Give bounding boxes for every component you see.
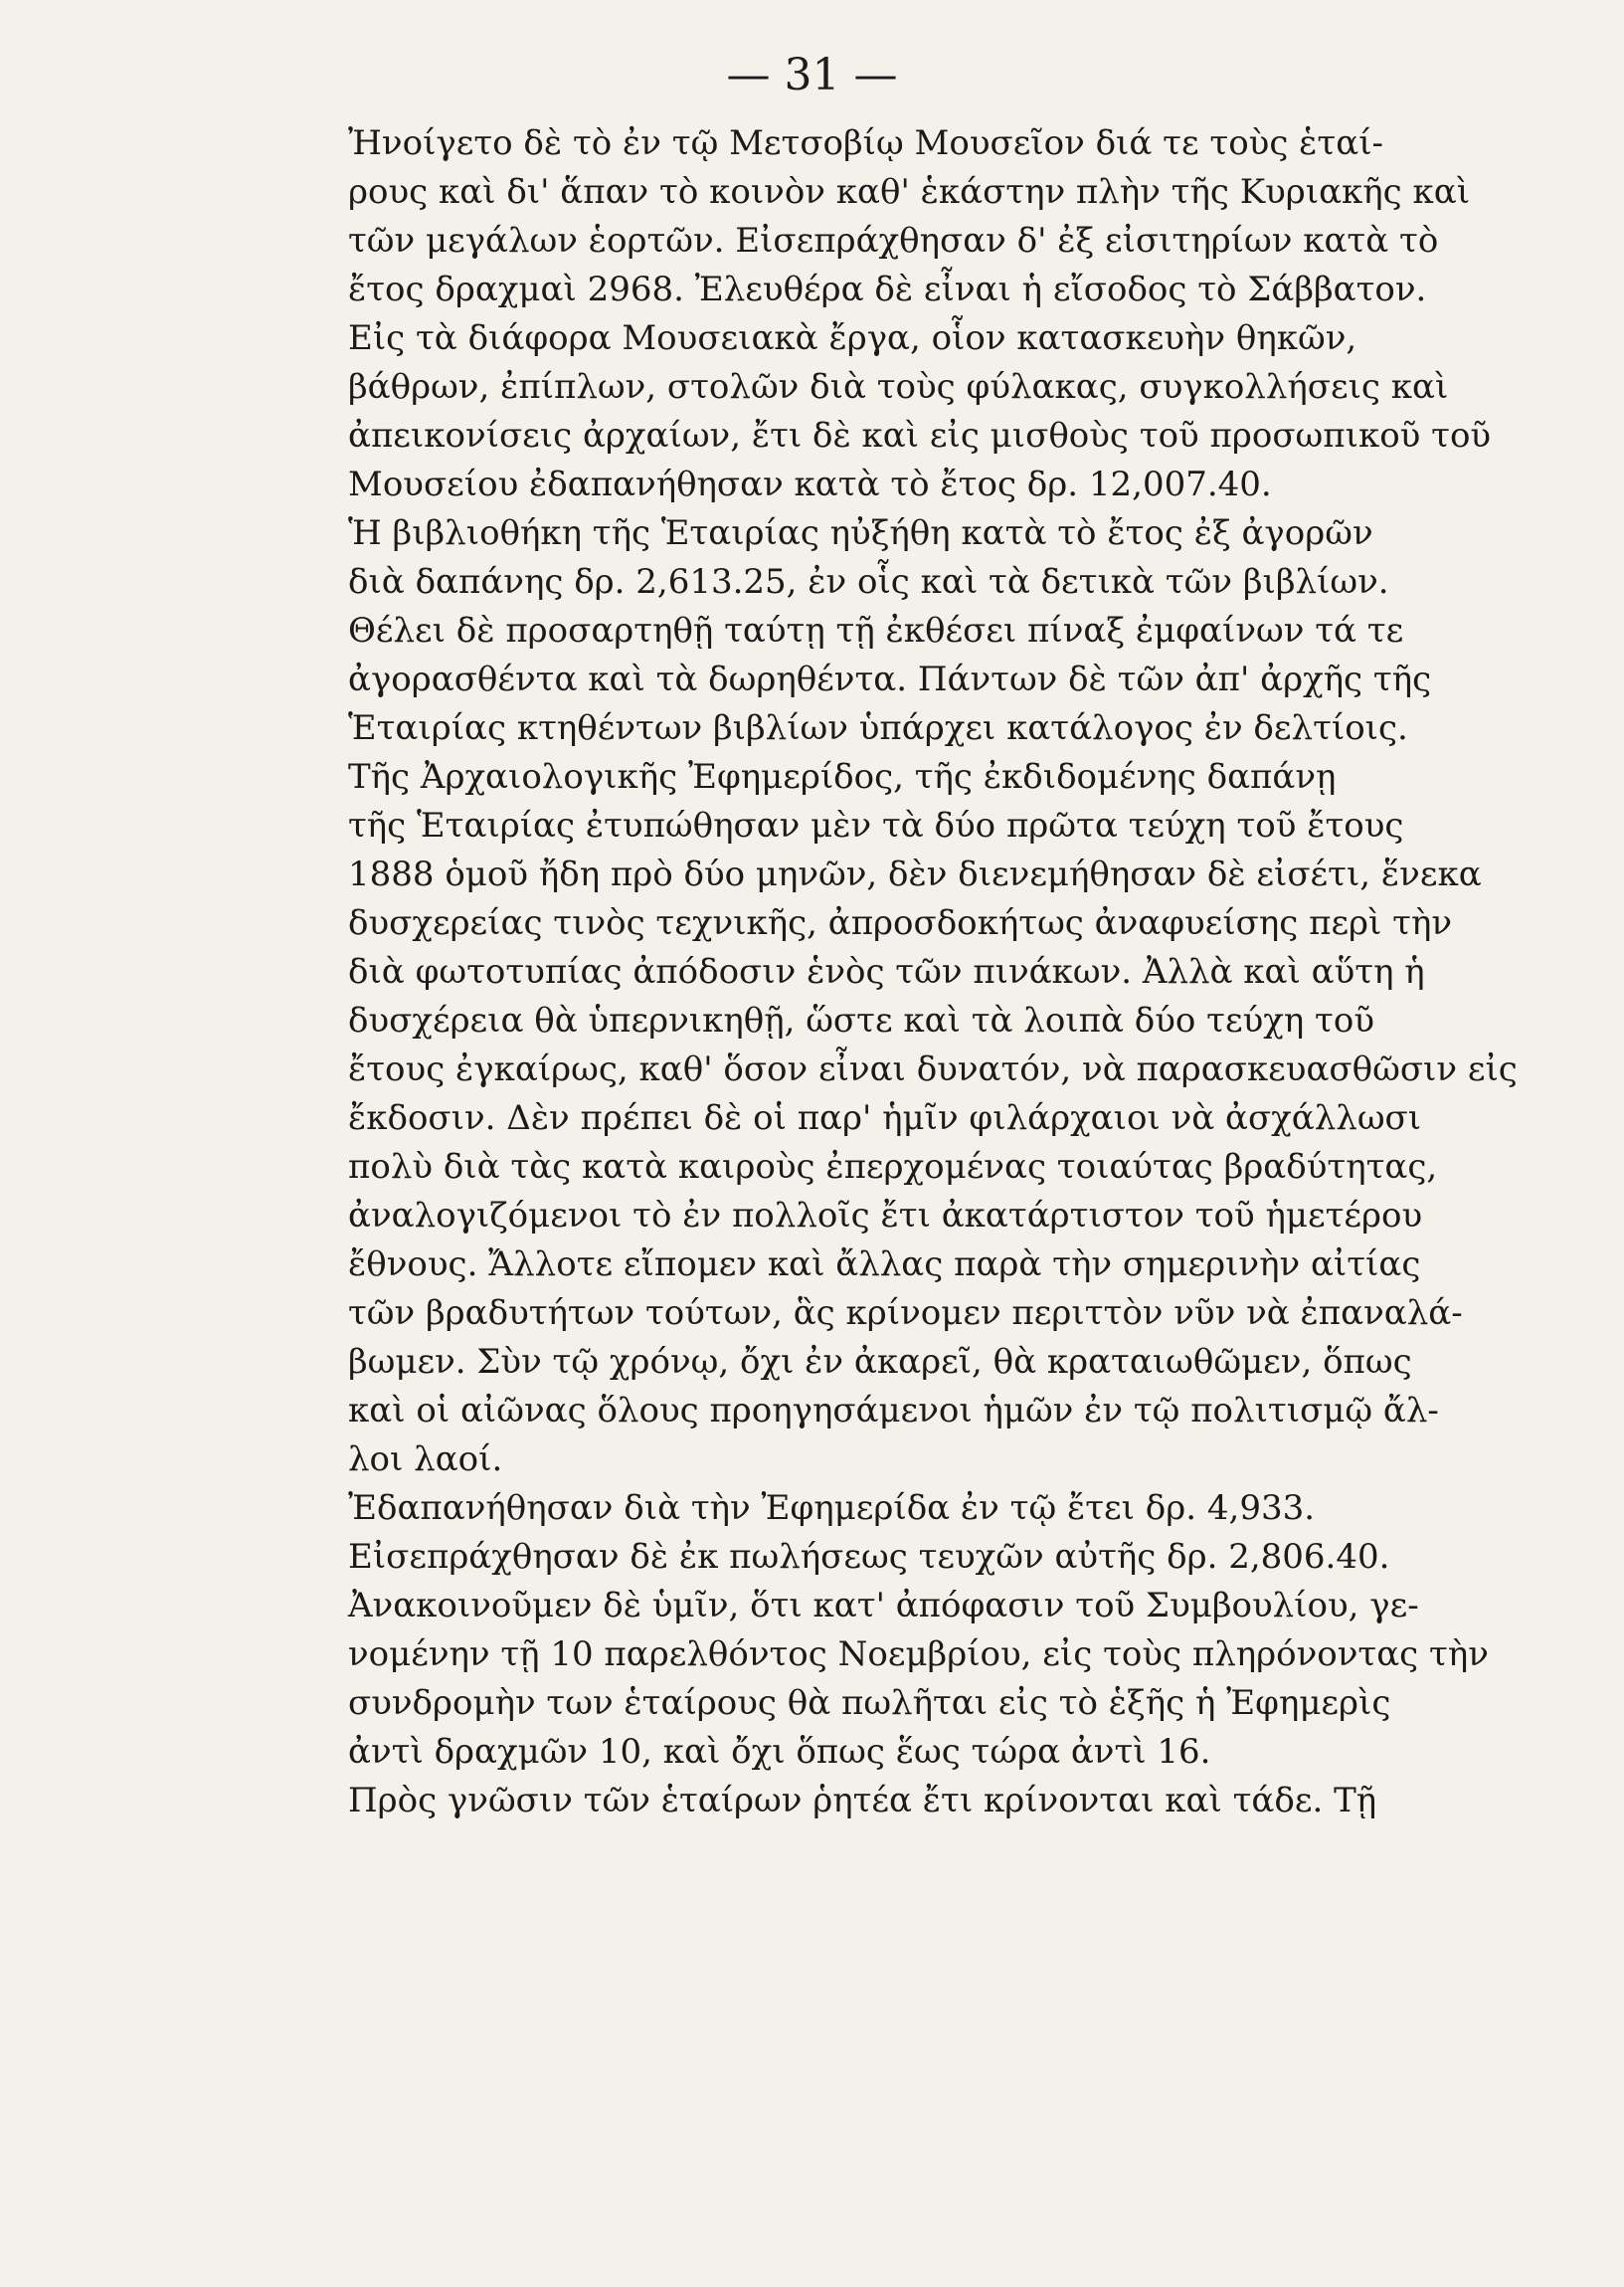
text-line: καὶ οἱ αἰῶνας ὅλους προηγησάμενοι ἡμῶν ἐν τῷ πολιτισμῷ ἄλ- [348,1391,1439,1430]
text-line: βωμεν. Σὺν τῷ χρόνῳ, ὄχι ἐν ἀκαρεῖ, θὰ κραταιωθῶμεν, ὅπως [348,1342,1412,1382]
paragraph-library [316,509,1432,753]
text-line: διὰ φωτοτυπίας ἀπόδοσιν ἑνὸς τῶν πινάκων. Ἀλλὰ καὶ αὕτη ἡ [348,952,1425,992]
text-line: ἔκδοσιν. Δὲν πρέπει δὲ οἱ παρ' ἡμῖν φιλάρχαιοι νὰ ἀσχάλλωσι [348,1098,1422,1138]
text-line: ἀπεικονίσεις ἀρχαίων, ἔτι δὲ καὶ εἰς μισθοὺς τοῦ προσωπικοῦ τοῦ [348,416,1492,456]
text-line: δυσχέρεια θὰ ὑπερνικηθῇ, ὥστε καὶ τὰ λοιπὰ δύο τεύχη τοῦ [348,1001,1374,1041]
text-line: ἀντὶ δραχμῶν 10, καὶ ὄχι ὅπως ἕως τώρα ἀντὶ 16. [348,1732,1211,1772]
text-line: ἔτους ἐγκαίρως, καθ' ὅσον εἶναι δυνατόν, νὰ παρασκευασθῶσιν εἰς [348,1049,1518,1089]
text-line: Μουσείου ἐδαπανήθησαν κατὰ τὸ ἔτος δρ. 12,007.40. [348,465,1272,504]
text-line: δυσχερείας τινὸς τεχνικῆς, ἀπροσδοκήτως ἀναφυείσης περὶ τὴν [348,903,1453,943]
text-line: πολὺ διὰ τὰς κατὰ καιροὺς ἐπερχομένας τοιαύτας βραδύτητας, [348,1147,1438,1187]
text-line: ἔτος δραχμαὶ 2968. Ἐλευθέρα δὲ εἶναι ἡ εἴσοδος τὸ Σάββατον. [348,270,1427,309]
text-line: ἀγορασθέντα καὶ τὰ δωρηθέντα. Πάντων δὲ τῶν ἀπ' ἀρχῆς τῆς [348,660,1432,699]
text-line: τῶν βραδυτήτων τούτων, ἃς κρίνομεν περιττὸν νῦν νὰ ἐπαναλά- [348,1293,1463,1333]
paragraph-journal [316,753,1518,1484]
text-line: τῆς Ἑταιρίας ἐτυπώθησαν μὲν τὰ δύο πρῶτα τεύχη τοῦ ἔτους [348,806,1404,846]
text-line: βάθρων, ἐπίπλων, στολῶν διὰ τοὺς φύλακας, συγκολλήσεις καὶ [348,367,1449,407]
text-line: λοι λαοί. [348,1439,503,1479]
text-line: Τῆς Ἀρχαιολογικῆς Ἐφημερίδος, τῆς ἐκδιδομένης δαπάνῃ [348,757,1337,797]
text-line: ἀναλογιζόμενοι τὸ ἐν πολλοῖς ἔτι ἀκατάρτιστον τοῦ ἡμετέρου [348,1196,1423,1236]
text-line: Πρὸς γνῶσιν τῶν ἑταίρων ῥητέα ἔτι κρίνονται καὶ τάδε. Τῇ [348,1781,1377,1820]
text-line: Ἐδαπανήθησαν διὰ τὴν Ἐφημερίδα ἐν τῷ ἔτει δρ. 4,933. [348,1488,1316,1528]
text-line: Θέλει δὲ προσαρτηθῇ ταύτῃ τῇ ἐκθέσει πίναξ ἐμφαίνων τά τε [348,611,1404,651]
text-line: Εἰσεπράχθησαν δὲ ἐκ πωλήσεως τευχῶν αὐτῆς δρ. 2,806.40. [348,1537,1390,1577]
text-line: συνδρομὴν των ἑταίρους θὰ πωλῆται εἰς τὸ ἑξῆς ἡ Ἐφημερὶς [348,1683,1391,1723]
text-line: τῶν μεγάλων ἑορτῶν. Εἰσεπράχθησαν δ' ἐξ εἰσιτηρίων κατὰ τὸ [348,221,1439,261]
text-line: διὰ δαπάνης δρ. 2,613.25, ἐν οἷς καὶ τὰ δετικὰ τῶν βιβλίων. [348,562,1389,602]
text-line: Ἀνακοινοῦμεν δὲ ὑμῖν, ὅτι κατ' ἀπόφασιν τοῦ Συμβουλίου, γε- [348,1586,1419,1625]
text-line: Ἡ βιβλιοθήκη τῆς Ἑταιρίας ηὐξήθη κατὰ τὸ ἔτος ἐξ ἀγορῶν [348,513,1373,553]
text-line: ἔθνους. Ἄλλοτε εἴπομεν καὶ ἄλλας παρὰ τὴν σημερινὴν αἰτίας [348,1244,1421,1284]
paragraph-museum-hours [316,119,1471,314]
paragraph-journal-expenses [316,1484,1489,1777]
paragraph-closing [316,1777,1377,1825]
body-text [316,119,1518,1825]
text-line: νομένην τῇ 10 παρελθόντος Νοεμβρίου, εἰς τοὺς πληρόνοντας τὴν [348,1634,1489,1674]
text-line: 1888 ὁμοῦ ἤδη πρὸ δύο μηνῶν, δὲν διενεμήθησαν δὲ εἰσέτι, ἕνεκα [348,855,1482,894]
text-line: Ἠνοίγετο δὲ τὸ ἐν τῷ Μετσοβίῳ Μουσεῖον διά τε τοὺς ἑταί- [348,123,1384,163]
text-line: ρους καὶ δι' ἅπαν τὸ κοινὸν καθ' ἑκάστην πλὴν τῆς Κυριακῆς καὶ [348,172,1471,212]
paragraph-museum-works [316,314,1492,509]
text-line: Εἰς τὰ διάφορα Μουσειακὰ ἔργα, οἷον κατασκευὴν θηκῶν, [348,318,1357,358]
page-number: — 31 — [726,50,898,100]
text-line: Ἑταιρίας κτηθέντων βιβλίων ὑπάρχει κατάλογος ἐν δελτίοις. [348,708,1408,748]
